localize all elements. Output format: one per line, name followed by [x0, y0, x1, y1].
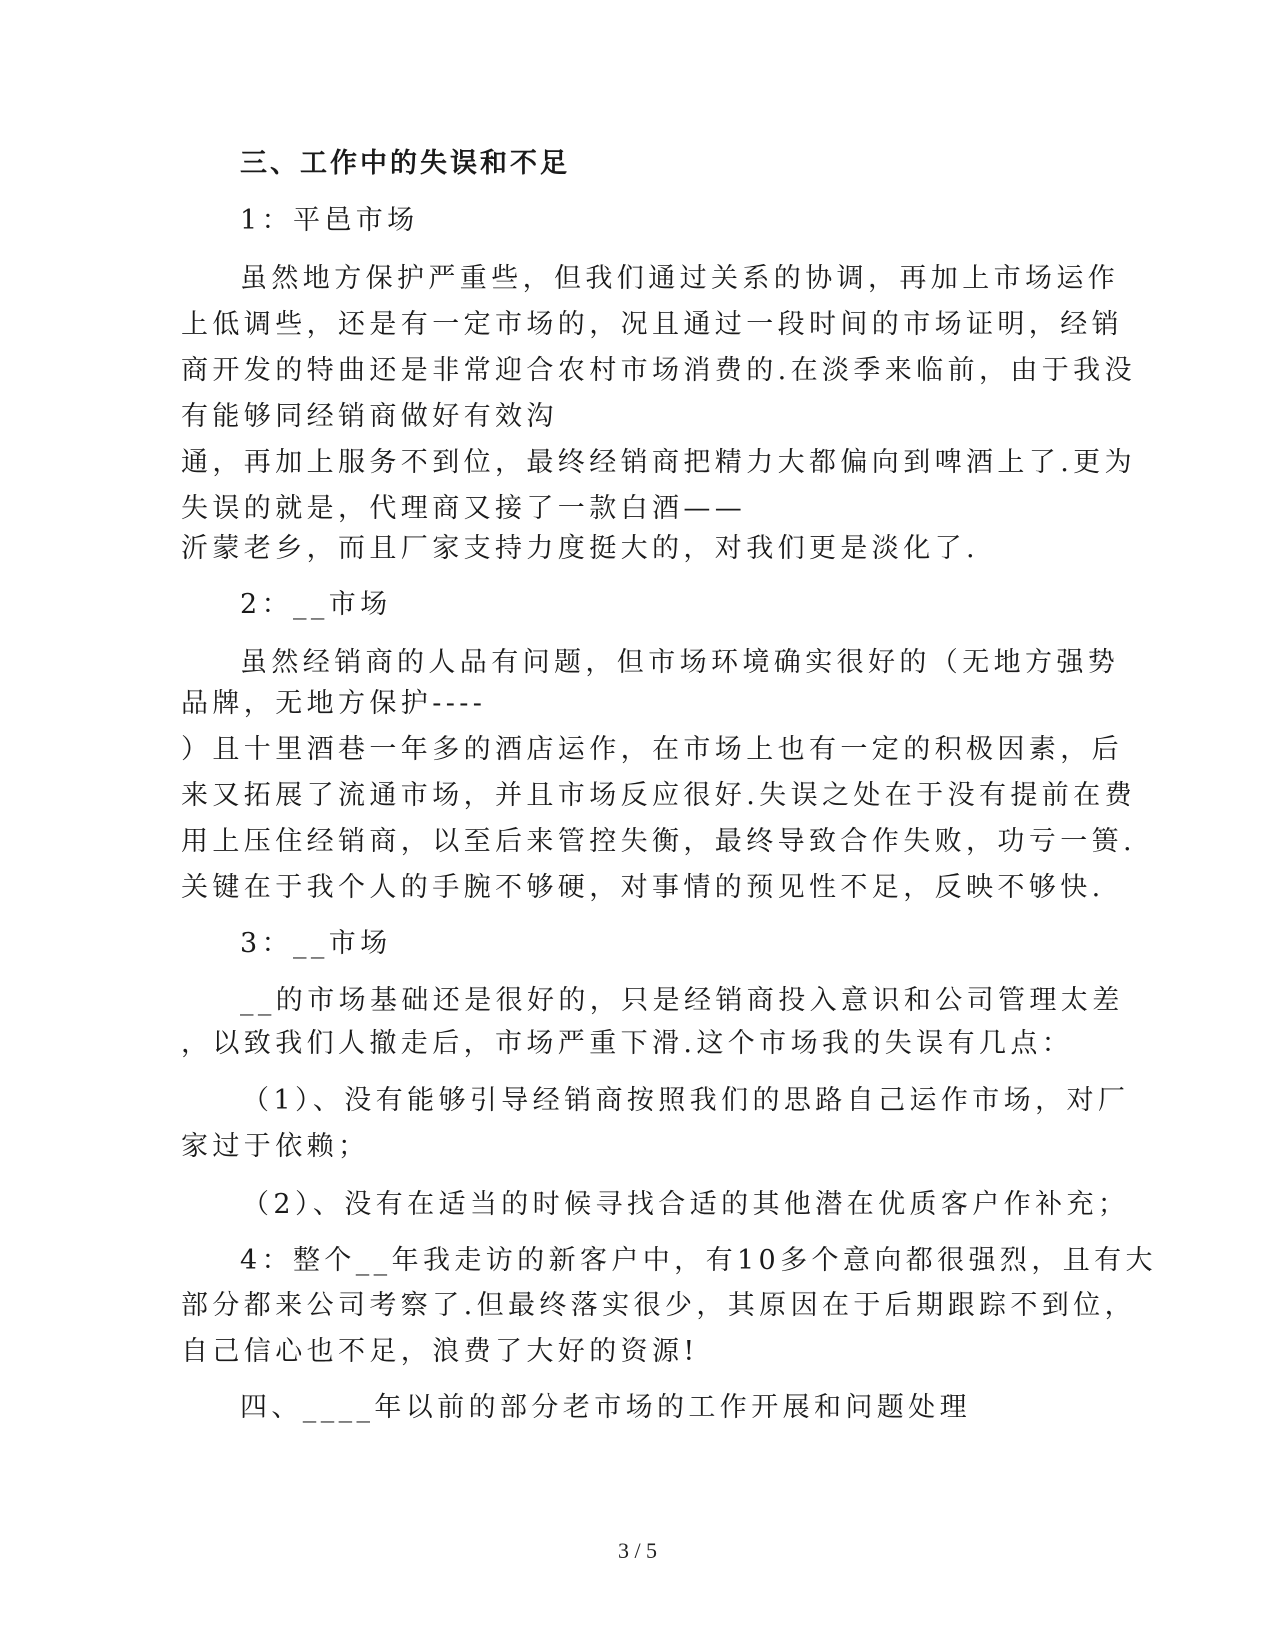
- item-4-line: 4：整个__年我走访的新客户中，有10多个意向都很强烈，且有大: [240, 1245, 1157, 1276]
- item-3-sub-1-line: （1）、没有能够引导经销商按照我们的思路自己运作市场，对厂: [242, 1085, 1130, 1116]
- item-2-line: 关键在于我个人的手腕不够硬，对事情的预见性不足，反映不够快.: [181, 872, 1105, 903]
- item-1-line: 商开发的特曲还是非常迎合农村市场消费的.在淡季来临前，由于我没: [181, 355, 1136, 386]
- item-1-line: 失误的就是，代理商又接了一款白酒——: [181, 493, 747, 524]
- item-3-title: 3：__市场: [240, 928, 392, 959]
- section-4-heading: 四、____年以前的部分老市场的工作开展和问题处理: [240, 1392, 971, 1423]
- item-1-title: 1：平邑市场: [240, 205, 419, 236]
- item-2-title: 2：__市场: [240, 589, 392, 620]
- item-3-sub-2: （2）、没有在适当的时候寻找合适的其他潜在优质客户作补充；: [242, 1189, 1130, 1220]
- item-3-sub-1-line: 家过于依赖；: [181, 1131, 370, 1162]
- item-1-line: 上低调些，还是有一定市场的，况且通过一段时间的市场证明，经销: [181, 309, 1123, 340]
- item-2-line: 虽然经销商的人品有问题，但市场环境确实很好的（无地方强势: [240, 647, 1120, 678]
- item-1-line: 有能够同经销商做好有效沟: [181, 401, 558, 432]
- item-4-line: 部分都来公司考察了.但最终落实很少，其原因在于后期跟踪不到位，: [181, 1290, 1136, 1321]
- item-4-line: 自己信心也不足，浪费了大好的资源!: [181, 1336, 699, 1367]
- item-1-line: 通，再加上服务不到位，最终经销商把精力大都偏向到啤酒上了.更为: [181, 447, 1136, 478]
- item-1-line: 虽然地方保护严重些，但我们通过关系的协调，再加上市场运作: [240, 263, 1120, 294]
- item-2-line: 品牌，无地方保护----: [181, 688, 487, 719]
- item-3-line: __的市场基础还是很好的，只是经销商投入意识和公司管理太差: [240, 985, 1124, 1016]
- section-3-heading: 三、工作中的失误和不足: [240, 148, 570, 179]
- page-number: 3 / 5: [617, 1538, 658, 1563]
- item-1-line: 沂蒙老乡，而且厂家支持力度挺大的，对我们更是淡化了.: [181, 533, 979, 564]
- item-3-line: ，以致我们人撤走后，市场严重下滑.这个市场我的失误有几点：: [181, 1028, 1074, 1059]
- item-2-line: 用上压住经销商，以至后来管控失衡，最终导致合作失败，功亏一篑.: [181, 826, 1136, 857]
- item-2-line: 来又拓展了流通市场，并且市场反应很好.失误之处在于没有提前在费: [181, 780, 1136, 811]
- item-2-line: ）且十里酒巷一年多的酒店运作，在市场上也有一定的积极因素，后: [181, 734, 1123, 765]
